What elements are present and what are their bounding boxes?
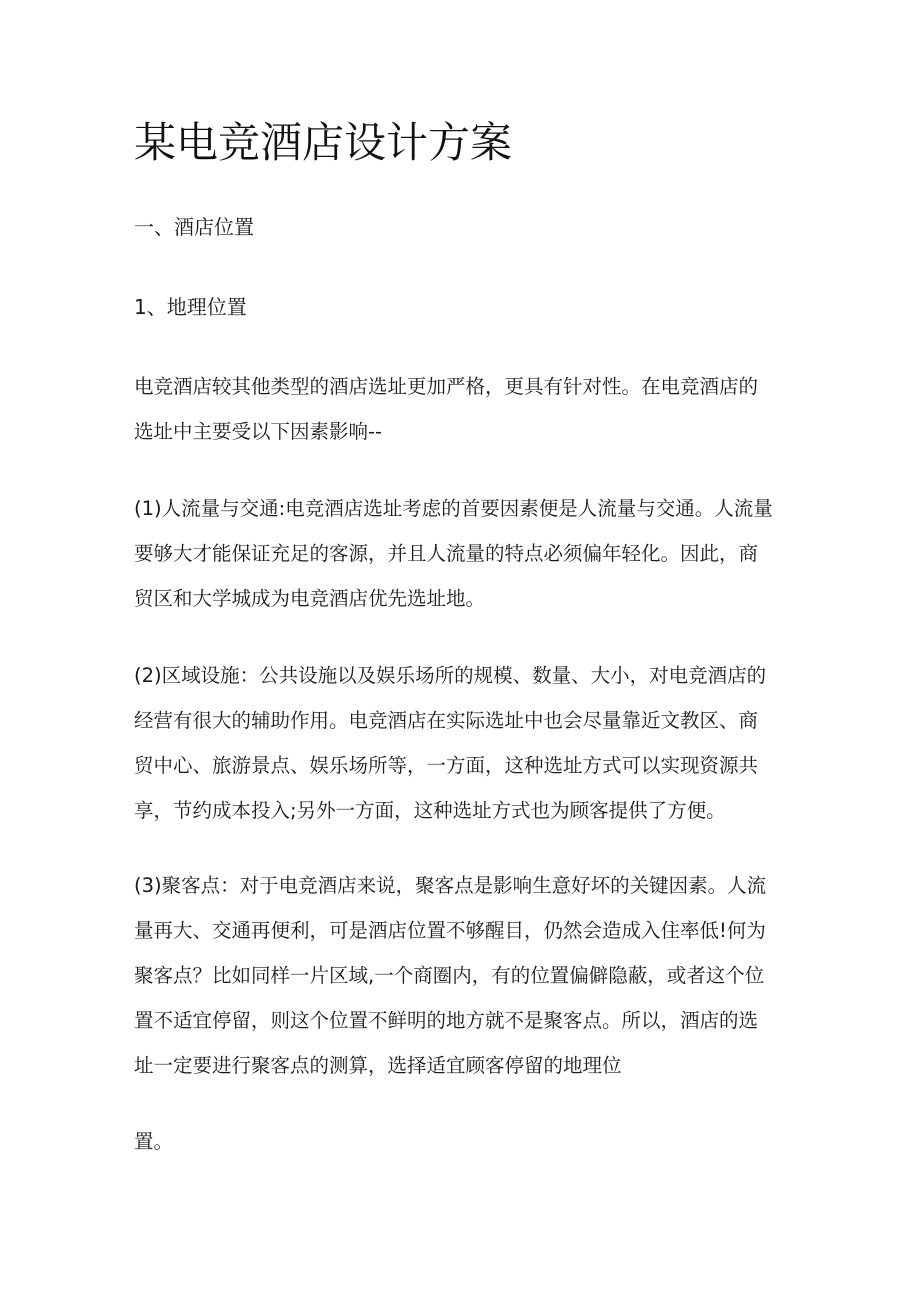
paragraph-line: 选址中主要受以下因素影响-- bbox=[134, 420, 383, 443]
paragraph-traffic bbox=[134, 486, 773, 621]
paragraph-line: 电竞酒店较其他类型的酒店选址更加严格，更具有针对性。在电竞酒店的 bbox=[134, 375, 759, 398]
paragraph-line: 聚客点？比如同样一片区域,一个商圈内，有的位置偏僻隐蔽，或者这个位 bbox=[134, 964, 765, 987]
subsection-heading-geographic-location: 1、地理位置 bbox=[134, 295, 247, 319]
paragraph-line: 量再大、交通再便利，可是酒店位置不够醒目，仍然会造成入住率低!何为 bbox=[134, 919, 766, 942]
paragraph-line: 经营有很大的辅助作用。电竞酒店在实际选址中也会尽量靠近文教区、商 bbox=[134, 709, 759, 732]
section-heading-hotel-location: 一、酒店位置 bbox=[134, 215, 254, 239]
paragraph-line: 址一定要进行聚客点的测算，选择适宜顾客停留的地理位 bbox=[134, 1054, 622, 1077]
paragraph-line: 要够大才能保证充足的客源，并且人流量的特点必须偏年轻化。因此，商 bbox=[134, 542, 759, 565]
paragraph-continuation bbox=[134, 1119, 173, 1164]
paragraph-line: 置。 bbox=[134, 1130, 174, 1153]
paragraph-line: 享，节约成本投入;另外一方面，这种选址方式也为顾客提供了方便。 bbox=[134, 799, 726, 822]
paragraph-line: 贸区和大学城成为电竞酒店优先选址地。 bbox=[134, 587, 486, 610]
paragraph-line: (2)区域设施：公共设施以及娱乐场所的规模、数量、大小，对电竞酒店的 bbox=[134, 664, 767, 687]
paragraph-line: (3)聚客点：对于电竞酒店来说，聚客点是影响生意好坏的关键因素。人流 bbox=[134, 874, 767, 897]
paragraph-facilities bbox=[134, 653, 766, 833]
paragraph-line: (1)人流量与交通:电竞酒店选址考虑的首要因素便是人流量与交通。人流量 bbox=[134, 497, 773, 520]
paragraph-intro bbox=[134, 364, 758, 454]
paragraph-line: 置不适宜停留，则这个位置不鲜明的地方就不是聚客点。所以，酒店的选 bbox=[134, 1009, 759, 1032]
document-title: 某电竞酒店设计方案 bbox=[134, 118, 513, 167]
paragraph-line: 贸中心、旅游景点、娱乐场所等，一方面，这种选址方式可以实现资源共 bbox=[134, 754, 759, 777]
paragraph-gathering-point bbox=[134, 863, 766, 1088]
